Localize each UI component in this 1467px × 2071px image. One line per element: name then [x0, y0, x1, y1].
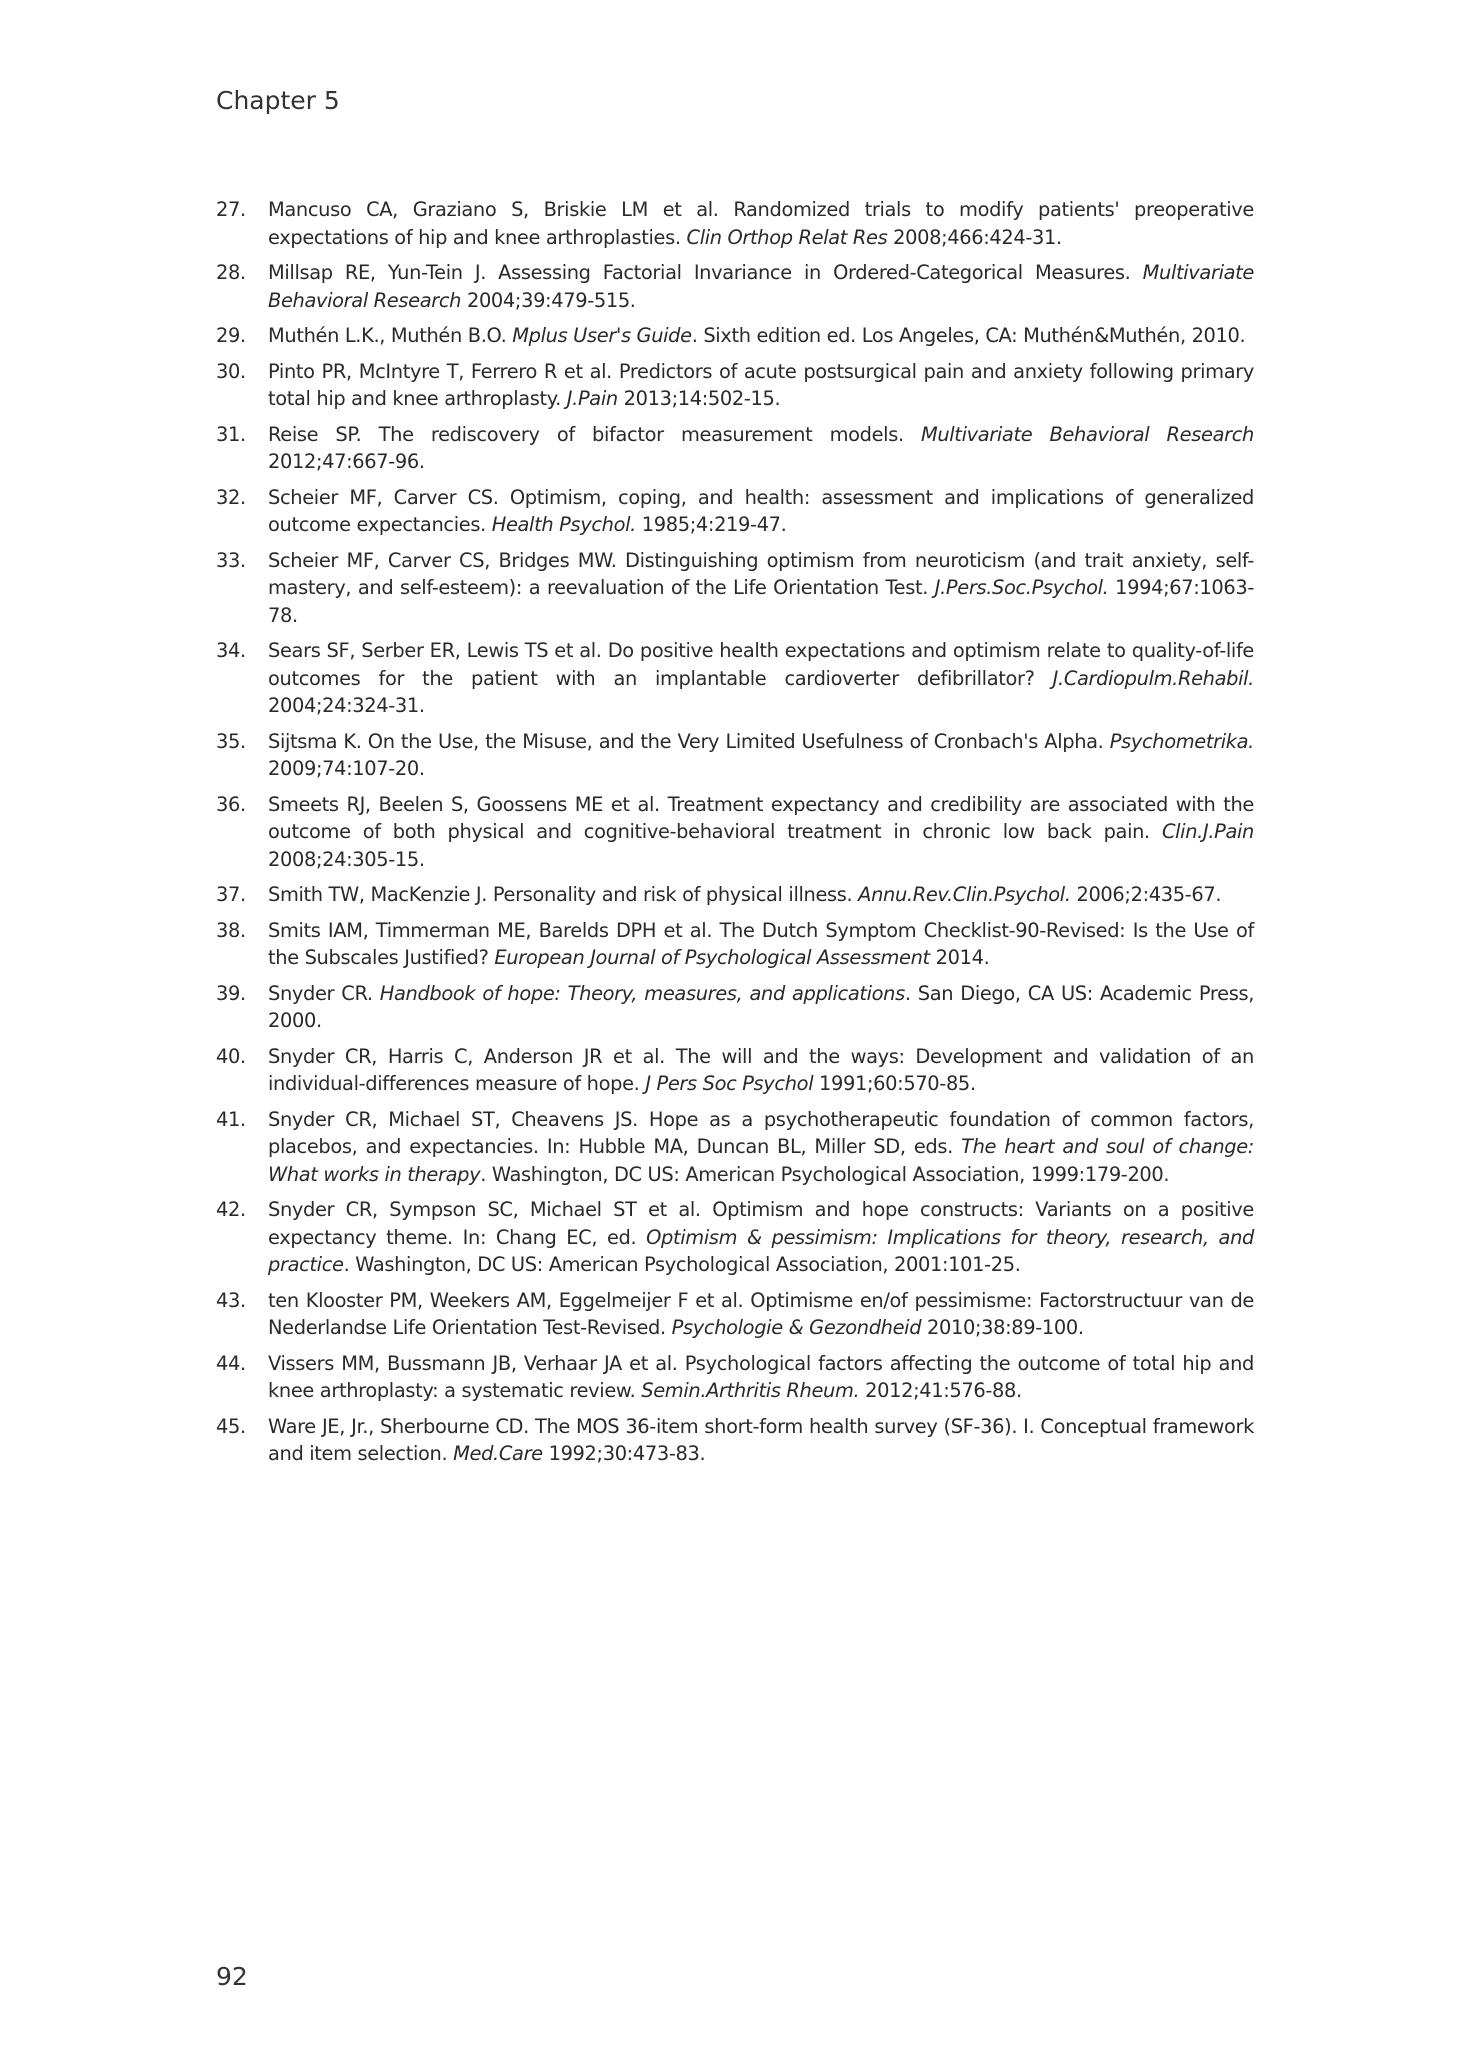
reference-text-segment: 2009;74:107-20.	[268, 757, 425, 780]
reference-source-title: European Journal of Psychological Assessment	[494, 946, 930, 969]
reference-text-segment: . Washington, DC US: American Psychological Association, 1999:179-200.	[480, 1162, 1170, 1186]
reference-text-segment: . San Diego, CA US: Academic Press, 2000.	[268, 981, 1255, 1032]
reference-number: 27.	[216, 198, 246, 221]
reference-number: 32.	[216, 485, 246, 509]
reference-item	[216, 881, 1254, 909]
reference-source-title: Annu.Rev.Clin.Psychol.	[858, 883, 1071, 906]
reference-text	[268, 1289, 1254, 1340]
reference-text-segment: 1994;67:1063-78.	[268, 576, 1254, 627]
reference-text	[268, 793, 1254, 871]
reference-text-segment: 2004;24:324-31.	[268, 694, 425, 717]
reference-source-title: J.Pain	[566, 387, 618, 410]
reference-number: 33.	[216, 548, 246, 572]
reference-text	[268, 1415, 1254, 1466]
reference-text	[268, 486, 1254, 537]
reference-text	[268, 919, 1254, 970]
reference-text	[268, 324, 1245, 347]
reference-item	[216, 791, 1254, 874]
reference-source-title: Med.Care	[453, 1442, 543, 1465]
reference-text-segment: Muthén L.K., Muthén B.O.	[268, 324, 513, 347]
reference-text	[268, 1045, 1254, 1096]
reference-number: 35.	[216, 729, 246, 753]
reference-source-title: J Pers Soc Psychol	[645, 1072, 814, 1095]
reference-number: 36.	[216, 792, 246, 816]
reference-item	[216, 1043, 1254, 1098]
reference-number: 45.	[216, 1414, 246, 1438]
reference-item	[216, 637, 1254, 720]
reference-text-segment: Snyder CR.	[268, 981, 380, 1005]
reference-text-segment: Pinto PR, McIntyre T, Ferrero R et al. Predictors of acute postsurgical pain and anxiety following primary total hip and knee arthroplasty.	[268, 359, 1254, 410]
reference-number: 38.	[216, 918, 246, 942]
reference-text-segment: . Sixth edition ed. Los Angeles, CA: Muthén&Muthén, 2010.	[691, 324, 1246, 347]
reference-source-title: Optimism & pessimism: Implications for theory, research, and practice	[268, 1225, 1254, 1276]
reference-source-title: Health Psychol.	[491, 513, 636, 536]
reference-source-title: Semin.Arthritis Rheum.	[641, 1379, 860, 1402]
reference-source-title: Clin.J.Pain	[1161, 820, 1254, 843]
reference-item	[216, 259, 1254, 314]
reference-source-title: Clin Orthop Relat Res	[686, 225, 888, 249]
reference-text-segment: Ware JE, Jr., Sherbourne CD. The MOS 36-item short-form health survey (SF-36). I. Conceptual framework and item selection.	[268, 1414, 1254, 1465]
reference-text-segment: 2012;41:576-88.	[859, 1379, 1022, 1402]
reference-text-segment: 2008;24:305-15.	[268, 847, 425, 871]
reference-source-title: Handbook of hope: Theory, measures, and applications	[379, 981, 905, 1005]
reference-text	[268, 549, 1254, 627]
reference-number: 34.	[216, 639, 246, 662]
reference-text	[268, 1352, 1254, 1403]
reference-text-segment: . Washington, DC US: American Psychological Association, 2001:101-25.	[343, 1253, 1021, 1276]
reference-text-segment: Scheier MF, Carver CS, Bridges MW. Distinguishing optimism from neuroticism (and trait anxiety, self-mastery, and self-esteem): a reevaluation of the Life Orientation Test.	[268, 548, 1254, 599]
reference-text-segment: 2006;2:435-67.	[1070, 883, 1222, 906]
reference-item	[216, 1196, 1254, 1279]
reference-item	[216, 728, 1254, 783]
reference-source-title: Psychologie & Gezondheid	[671, 1316, 922, 1339]
reference-text-segment: 1992;30:473-83.	[542, 1442, 706, 1465]
reference-item	[216, 322, 1254, 350]
reference-text-segment: 2012;47:667-96.	[268, 450, 425, 473]
reference-item	[216, 980, 1254, 1035]
reference-source-title: Psychometrika.	[1109, 729, 1254, 753]
reference-text-segment: Mancuso CA, Graziano S, Briskie LM et al. Randomized trials to modify patients' preoperative expectations of hip and knee arthroplasties.	[268, 198, 1254, 249]
reference-text-segment: 2010;38:89-100.	[921, 1316, 1084, 1339]
reference-text	[268, 639, 1254, 717]
reference-text-segment: Snyder CR, Michael ST, Cheavens JS. Hope as a psychotherapeutic foundation of common factors, placebos, and expectancies. In: Hubble MA, Duncan BL, Miller SD, eds.	[268, 1107, 1254, 1158]
reference-source-title: J.Pers.Soc.Psychol.	[934, 576, 1109, 599]
reference-number: 29.	[216, 324, 246, 347]
reference-text	[268, 261, 1254, 312]
reference-text	[268, 730, 1254, 781]
chapter-header: Chapter 5	[216, 86, 340, 115]
reference-number: 43.	[216, 1288, 246, 1312]
reference-text-segment: ten Klooster PM, Weekers AM, Eggelmeijer F et al. Optimisme en/of pessimisme: Factorstructuur van de Nederlandse Life Orientation Test-Revised.	[268, 1288, 1254, 1339]
reference-number: 42.	[216, 1198, 246, 1221]
reference-text-segment: Sears SF, Serber ER, Lewis TS et al. Do positive health expectations and optimism relate to quality-of-life outcomes for the patient with an implantable cardioverter defibrillator?	[268, 639, 1254, 690]
reference-number: 39.	[216, 981, 246, 1005]
reference-text-segment: 1991;60:570-85.	[813, 1072, 976, 1095]
page-number: 92	[216, 1962, 248, 1991]
reference-text-segment: Scheier MF, Carver CS. Optimism, coping, and health: assessment and implications of generalized outcome expectancies.	[268, 485, 1254, 536]
reference-text-segment: 2004;39:479-515.	[461, 288, 636, 312]
reference-text-segment: Millsap RE, Yun-Tein J. Assessing Factorial Invariance in Ordered-Categorical Measures.	[268, 261, 1143, 284]
reference-text	[268, 1108, 1254, 1186]
reference-item	[216, 917, 1254, 972]
reference-item	[216, 1350, 1254, 1405]
reference-text-segment: Smeets RJ, Beelen S, Goossens ME et al. Treatment expectancy and credibility are associated with the outcome of both physical and cognitive-behavioral treatment in chronic low back pain.	[268, 792, 1254, 843]
reference-source-title: Mplus User's Guide	[512, 324, 692, 347]
reference-number: 44.	[216, 1351, 246, 1375]
reference-item	[216, 421, 1254, 476]
reference-text	[268, 198, 1254, 249]
reference-source-title: J.Cardiopulm.Rehabil.	[1052, 666, 1254, 690]
reference-text	[268, 982, 1254, 1033]
reference-text	[268, 883, 1221, 906]
reference-item	[216, 358, 1254, 413]
reference-number: 31.	[216, 422, 246, 446]
reference-item	[216, 1106, 1254, 1189]
reference-number: 37.	[216, 883, 246, 906]
reference-text	[268, 360, 1254, 411]
reference-number: 40.	[216, 1044, 246, 1068]
reference-text-segment: 2014.	[929, 946, 990, 969]
reference-text-segment: Vissers MM, Bussmann JB, Verhaar JA et al. Psychological factors affecting the outcome of total hip and knee arthroplasty: a systematic review.	[268, 1351, 1254, 1402]
reference-number: 41.	[216, 1107, 246, 1131]
reference-item	[216, 547, 1254, 630]
reference-item	[216, 1287, 1254, 1342]
reference-text-segment: Smith TW, MacKenzie J. Personality and risk of physical illness.	[268, 883, 859, 906]
reference-item	[216, 1413, 1254, 1468]
reference-text	[268, 1198, 1254, 1276]
reference-list	[216, 196, 1254, 1476]
reference-number: 28.	[216, 261, 246, 284]
reference-item	[216, 484, 1254, 539]
reference-source-title: Multivariate Behavioral Research	[920, 422, 1254, 446]
reference-text-segment: Reise SP. The rediscovery of bifactor measurement models.	[268, 422, 921, 446]
reference-text-segment: Snyder CR, Sympson SC, Michael ST et al. Optimism and hope constructs: Variants on a positive expectancy theme. In: Chang EC, ed.	[268, 1198, 1254, 1249]
reference-text	[268, 423, 1254, 474]
reference-source-title: The heart and soul of change: What works in therapy	[268, 1135, 1254, 1186]
reference-item	[216, 196, 1254, 251]
reference-number: 30.	[216, 359, 246, 383]
reference-text-segment: Sijtsma K. On the Use, the Misuse, and the Very Limited Usefulness of Cronbach's Alpha.	[268, 729, 1110, 753]
reference-source-title: Multivariate Behavioral Research	[268, 261, 1254, 312]
reference-text-segment: Smits IAM, Timmerman ME, Barelds DPH et al. The Dutch Symptom Checklist-90-Revised: Is the Use of the Subscales Justified?	[268, 918, 1254, 969]
reference-text-segment: Snyder CR, Harris C, Anderson JR et al. The will and the ways: Development and validation of an individual-differences measure of hope.	[268, 1044, 1254, 1095]
reference-text-segment: 2008;466:424-31.	[887, 225, 1062, 249]
reference-text-segment: 1985;4:219-47.	[635, 513, 787, 536]
reference-text-segment: 2013;14:502-15.	[617, 387, 781, 410]
